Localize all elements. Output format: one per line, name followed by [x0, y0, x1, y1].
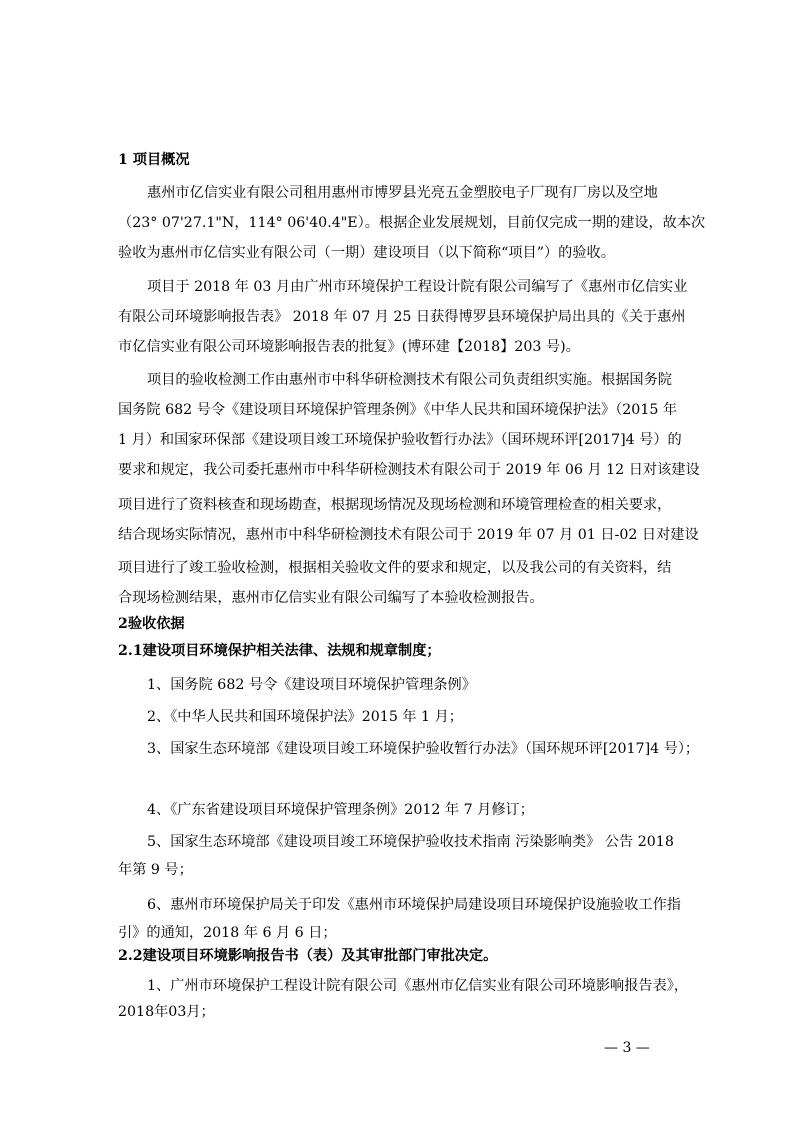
list-item: 3、国家生态环境部《建设项目竣工环境保护验收暂行办法》（国环规环评[2017]4 号）；: [147, 741, 700, 757]
paragraph-line: 合现场检测结果，惠州市亿信实业有限公司编写了本验收检测报告。: [118, 590, 544, 606]
paragraph-line: 验收为惠州市亿信实业有限公司（一期）建设项目（以下简称“项目”）的验收。: [118, 245, 615, 261]
list-item: 2、《中华人民共和国环境保护法》2015 年 1 月；: [147, 709, 463, 725]
paragraph-line: 项目进行了资料核查和现场勘查，根据现场情况及现场检测和环境管理检查的相关要求，: [118, 497, 672, 513]
paragraph-line: 有限公司环境影响报告表》 2018 年 07 月 25 日获得博罗县环境保护局出具的《关于惠州: [118, 309, 686, 325]
subsection-heading: 2.2建设项目环境影响报告书（表）及其审批部门审批决定。: [118, 948, 498, 964]
paragraph-line: 项目进行了竣工验收检测，根据相关验收文件的要求和规定，以及我公司的有关资料，结: [118, 560, 672, 576]
paragraph-line: 项目的验收检测工作由惠州市中科华研检测技术有限公司负责组织实施。根据国务院: [147, 372, 672, 388]
list-item: 6、惠州市环境保护局关于印发《惠州市环境保护局建设项目环境保护设施验收工作指: [147, 897, 681, 913]
list-item: 引》的通知，2018 年 6 月 6 日；: [118, 925, 337, 941]
paragraph-line: 1 月）和国家环保部《建设项目竣工环境保护验收暂行办法》（国环规环评[2017]4 号）的: [118, 432, 682, 448]
list-item: 1、国务院 682 号令《建设项目环境保护管理条例》: [147, 677, 476, 693]
list-item: 4、《广东省建设项目环境保护管理条例》2012 年 7 月修订；: [147, 802, 534, 818]
paragraph-line: 国务院 682 号令《建设项目环境保护管理条例》《中华人民共和国环境保护法》（2015 年: [118, 402, 678, 418]
section-heading: 1 项目概况: [118, 152, 190, 168]
paragraph-line: 惠州市亿信实业有限公司租用惠州市博罗县光亮五金塑胶电子厂现有厂房以及空地: [147, 185, 658, 201]
paragraph-line: 结合现场实际情况，惠州市中科华研检测技术有限公司于 2019 年 07 月 01 日-02 日对建设: [118, 527, 699, 543]
paragraph-line: 要求和规定，我公司委托惠州市中科华研检测技术有限公司于 2019 年 06 月 12 日对该建设: [118, 462, 700, 478]
list-item: 1、广州市环境保护工程设计院有限公司《惠州市亿信实业有限公司环境影响报告表》，: [147, 978, 689, 994]
page-number: — 3 —: [604, 1040, 650, 1056]
list-item: 2018年03月；: [118, 1004, 215, 1020]
paragraph-line: （23° 07'27.1"N，114° 06'40.4"E）。根据企业发展规划，目前仅完成一期的建设，故本次: [118, 215, 706, 231]
list-item: 年第 9 号；: [118, 862, 193, 878]
paragraph-line: 市亿信实业有限公司环境影响报告表的批复》(博环建【2018】203 号)。: [118, 339, 580, 355]
section-heading: 2验收依据: [118, 616, 185, 632]
list-item: 5、国家生态环境部《建设项目竣工环境保护验收技术指南 污染影响类》 公告 2018: [147, 834, 674, 850]
subsection-heading: 2.1建设项目环境保护相关法律、法规和规章制度；: [118, 643, 441, 659]
paragraph-line: 项目于 2018 年 03 月由广州市环境保护工程设计院有限公司编写了《惠州市亿信实业: [147, 279, 688, 295]
